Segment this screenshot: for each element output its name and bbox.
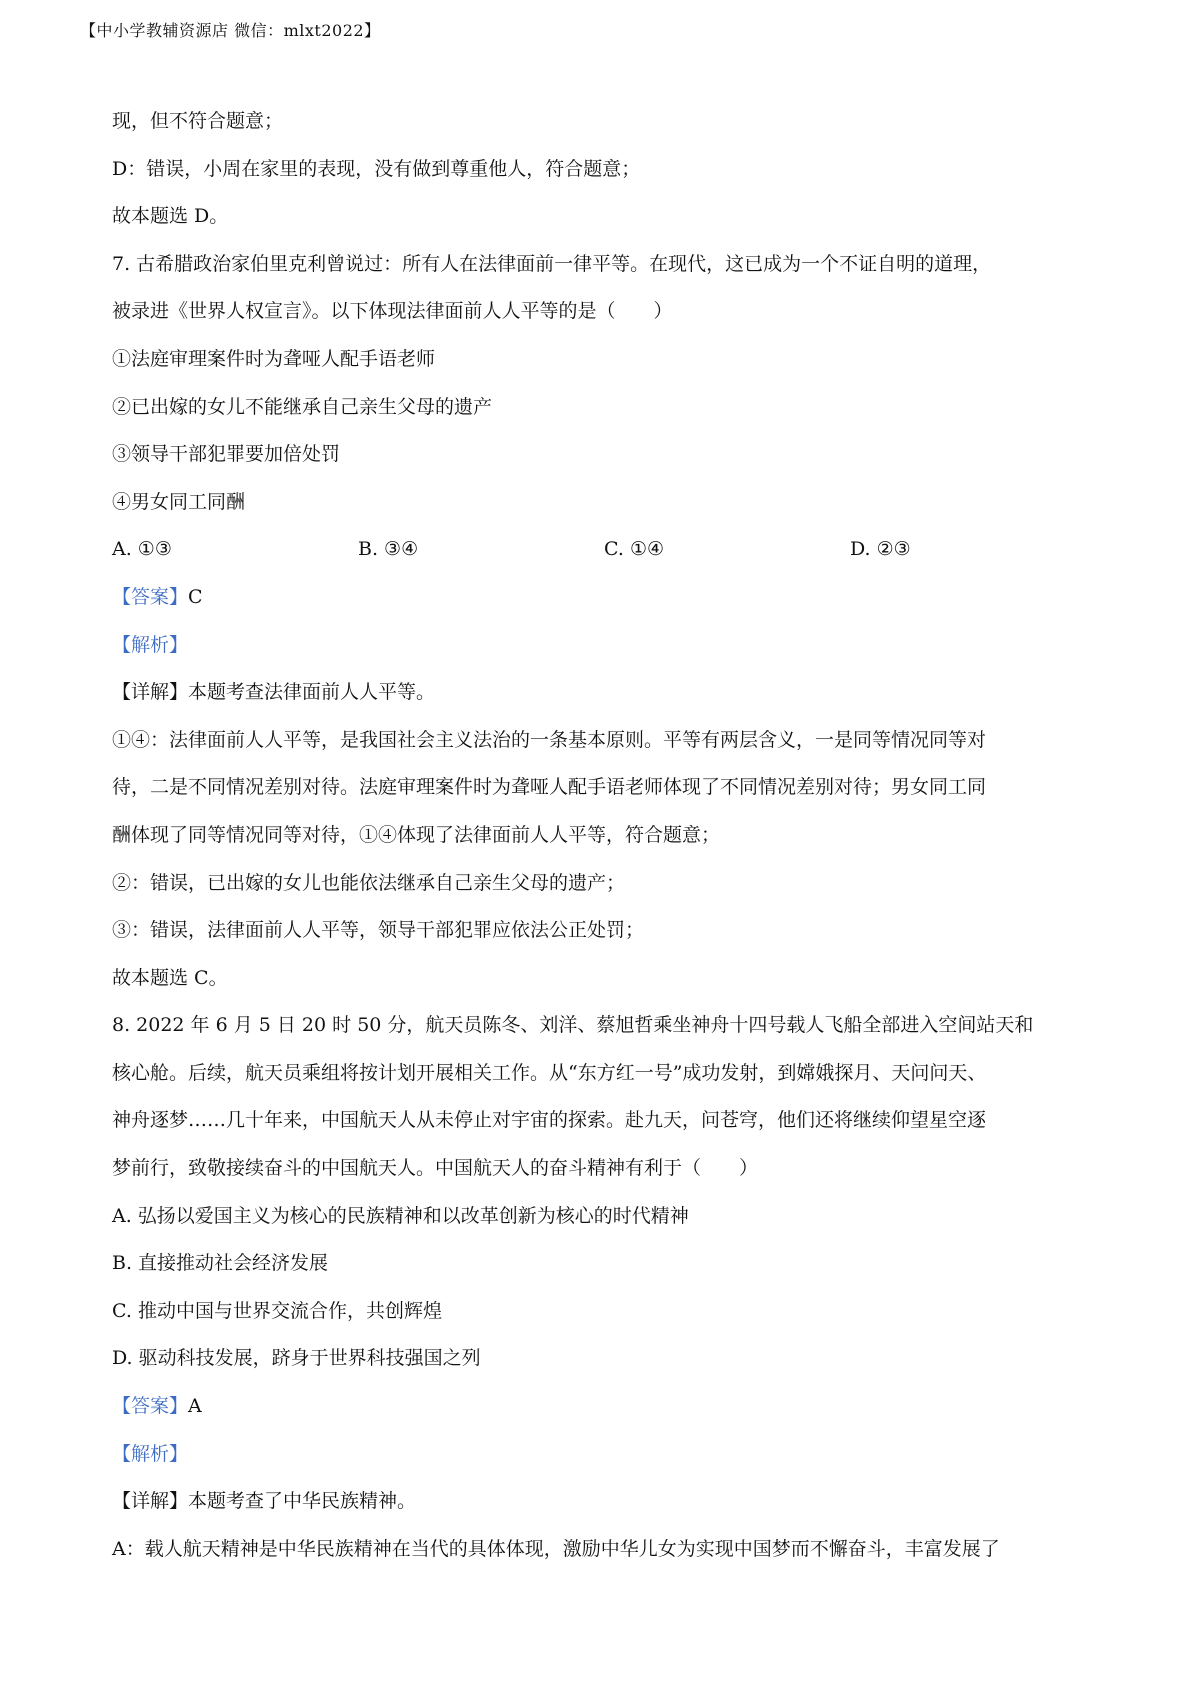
q7-statement: ④男女同工同酬 xyxy=(112,490,246,513)
prev-line: 故本题选 D。 xyxy=(112,205,229,228)
q7-explanation: 酬体现了同等情况同等对待，①④体现了法律面前人人平等，符合题意； xyxy=(112,823,721,846)
q7-stem: 被录进《世界人权宣言》。以下体现法律面前人人平等的是（ ） xyxy=(112,300,673,323)
q8-answer-line xyxy=(112,1383,1102,1431)
q7-detail-line xyxy=(112,669,1102,717)
document-body xyxy=(112,98,1102,1573)
q7-explanation: 故本题选 C。 xyxy=(112,966,228,989)
page-header: 【中小学教辅资源店 微信：mlxt2022】 xyxy=(80,21,381,40)
q7-statement: ②已出嫁的女儿不能继承自己亲生父母的遗产 xyxy=(112,395,493,418)
q7-stem: 7. 古希腊政治家伯里克利曾说过：所有人在法律面前一律平等。在现代，这已成为一个不证自明的道理， xyxy=(112,252,992,275)
prev-line: 现，但不符合题意； xyxy=(112,110,284,132)
q7-explanation: ①④：法律面前人人平等，是我国社会主义法治的一条基本原则。平等有两层含义，一是同等情况同等对 xyxy=(112,728,987,751)
q7-option-a: A. ①③ xyxy=(112,538,172,561)
answer-tag: 【答案】 xyxy=(112,585,189,608)
q8-stem: 8. 2022 年 6 月 5 日 20 时 50 分，航天员陈冬、刘洋、蔡旭哲乘坐神舟十四号载人飞船全部进入空间站天和 xyxy=(112,1014,1034,1037)
q8-option-c: C. 推动中国与世界交流合作，共创辉煌 xyxy=(112,1299,442,1322)
detail-tag: 【详解】 xyxy=(112,1490,189,1513)
detail-intro: 本题考查法律面前人人平等。 xyxy=(188,681,436,704)
q7-statement: ③领导干部犯罪要加倍处罚 xyxy=(112,443,341,466)
q7-explanation: ②：错误，已出嫁的女儿也能依法继承自己亲生父母的遗产； xyxy=(112,871,626,894)
q8-stem: 梦前行，致敬接续奋斗的中国航天人。中国航天人的奋斗精神有利于（ ） xyxy=(112,1157,759,1180)
answer-tag: 【答案】 xyxy=(112,1395,189,1418)
detail-tag: 【详解】 xyxy=(112,681,189,704)
detail-intro: 本题考查了中华民族精神。 xyxy=(188,1490,417,1513)
answer-value: C xyxy=(188,585,203,608)
prev-line: D：错误，小周在家里的表现，没有做到尊重他人，符合题意； xyxy=(112,157,641,180)
q8-option-b: B. 直接推动社会经济发展 xyxy=(112,1252,329,1275)
q8-detail-line xyxy=(112,1478,1102,1526)
q7-statement: ①法庭审理案件时为聋哑人配手语老师 xyxy=(112,347,436,370)
analysis-tag: 【解析】 xyxy=(112,1442,189,1465)
q8-option-a: A. 弘扬以爱国主义为核心的民族精神和以改革创新为核心的时代精神 xyxy=(112,1204,689,1227)
q8-analysis-line xyxy=(112,1431,1102,1479)
q7-analysis-line xyxy=(112,622,1102,670)
analysis-tag: 【解析】 xyxy=(112,633,189,656)
q8-explanation: A：载人航天精神是中华民族精神在当代的具体体现，激励中华儿女为实现中国梦而不懈奋斗，丰富发展了 xyxy=(112,1537,1000,1560)
q8-option-d: D. 驱动科技发展，跻身于世界科技强国之列 xyxy=(112,1347,481,1370)
q7-explanation: ③：错误，法律面前人人平等，领导干部犯罪应依法公正处罚； xyxy=(112,919,645,942)
q7-explanation: 待，二是不同情况差别对待。法庭审理案件时为聋哑人配手语老师体现了不同情况差别对待；男女同工同 xyxy=(112,776,987,799)
q7-option-d: D. ②③ xyxy=(850,538,911,561)
answer-value: A xyxy=(188,1395,202,1418)
q7-answer-line xyxy=(112,574,1102,622)
q8-stem: 核心舱。后续，航天员乘组将按计划开展相关工作。从“东方红一号”成功发射，到嫦娥探月、天问问天、 xyxy=(112,1061,987,1084)
q7-option-b: B. ③④ xyxy=(358,538,419,561)
q8-stem: 神舟逐梦……几十年来，中国航天人从未停止对宇宙的探索。赴九天，问苍穹，他们还将继续仰望星空逐 xyxy=(112,1109,987,1132)
q7-options xyxy=(112,526,1102,574)
q7-option-c: C. ①④ xyxy=(604,538,665,561)
